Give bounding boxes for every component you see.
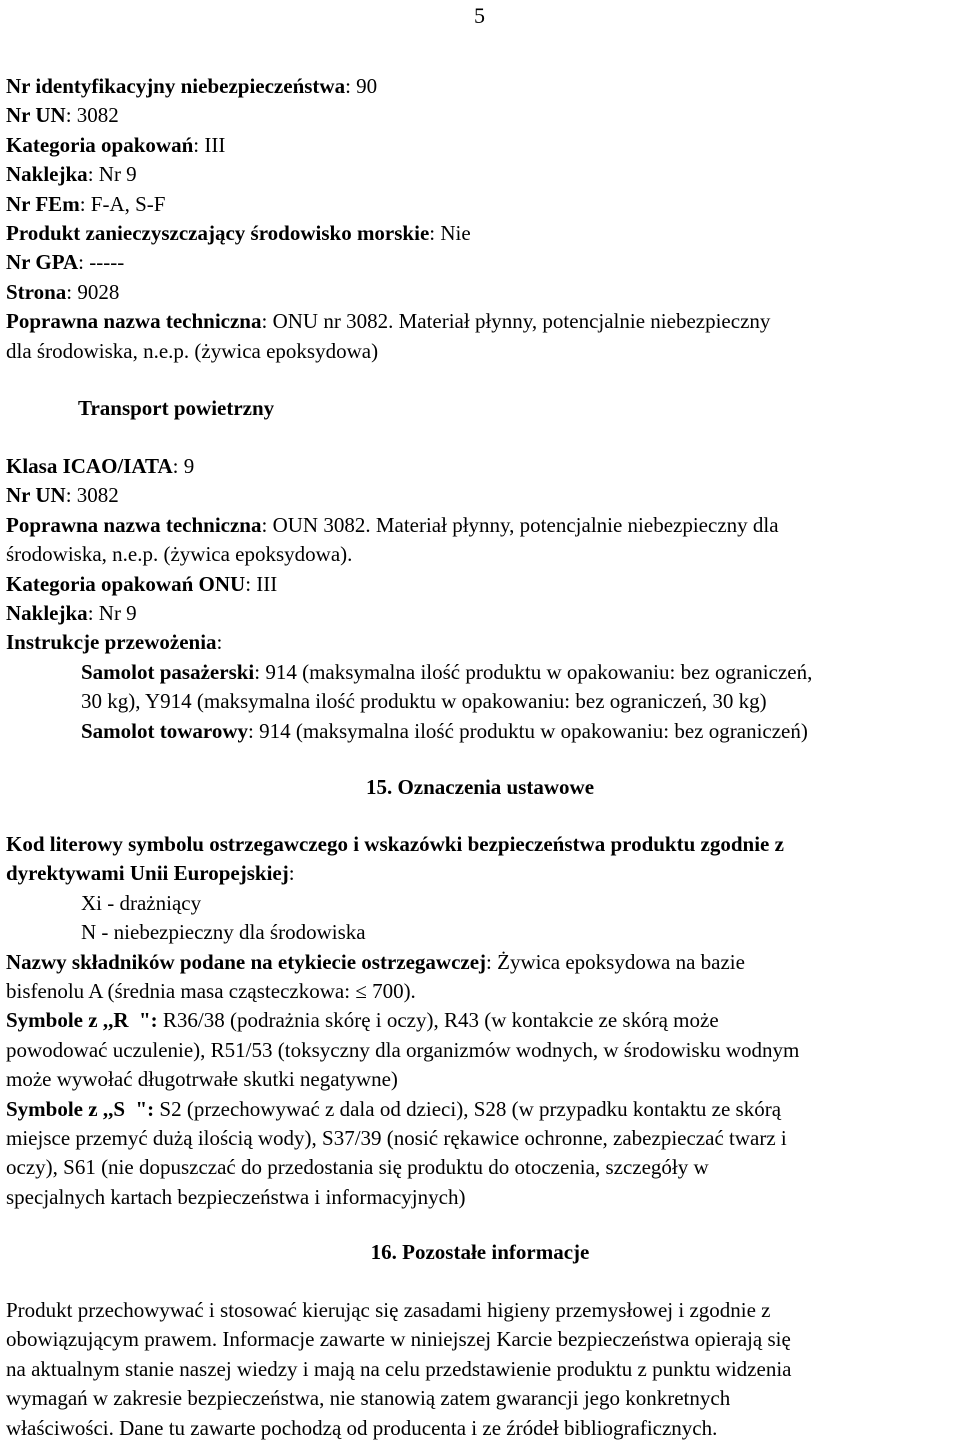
air-row: Nr UN: 3082 bbox=[6, 483, 119, 508]
sea-row: Nr FEm: F-A, S-F bbox=[6, 191, 166, 216]
sea-row: Produkt zanieczyszczający środowisko morskie: Nie bbox=[6, 221, 471, 246]
air-transport-heading: Transport powietrzny bbox=[78, 396, 275, 420]
air-transport-block bbox=[6, 452, 956, 746]
passenger-aircraft-cont: 30 kg), Y914 (maksymalna ilość produktu w opakowaniu: bez ograniczeń, 30 kg) bbox=[81, 689, 767, 714]
symbol-n: N - niebezpieczny dla środowiska bbox=[81, 920, 366, 945]
sea-row: Naklejka: Nr 9 bbox=[6, 162, 137, 187]
s-phrases-cont: specjalnych kartach bezpieczeństwa i informacyjnych) bbox=[6, 1184, 466, 1209]
air-proper-name: Poprawna nazwa techniczna: OUN 3082. Materiał płynny, potencjalnie niebezpieczny dla bbox=[6, 512, 779, 537]
code-heading: Kod literowy symbolu ostrzegawczego i wskazówki bezpieczeństwa produktu zgodnie z bbox=[6, 832, 784, 856]
sea-row: Kategoria opakowań: III bbox=[6, 132, 226, 157]
r-phrases-cont: powodować uczulenie), R51/53 (toksyczny dla organizmów wodnych, w środowisku wodnym bbox=[6, 1037, 800, 1062]
code-heading-cont: dyrektywami Unii Europejskiej: bbox=[6, 861, 295, 886]
ingredients-cont: bisfenolu A (średnia masa cząsteczkowa: ≤ 700). bbox=[6, 979, 416, 1004]
paragraph-line: wymagań w zakresie bezpieczeństwa, nie stanowią zatem gwarancji jego konkretnych bbox=[6, 1386, 731, 1411]
paragraph-line: na aktualnym stanie naszej wiedzy i mają na celu przedstawienie produktu z punktu widzenia bbox=[6, 1356, 792, 1381]
paragraph-line: właściwości. Dane tu zawarte pochodzą od producenta i ze źródeł bibliograficznych. bbox=[6, 1415, 718, 1440]
sea-row: Nr identyfikacyjny niebezpieczeństwa: 90 bbox=[6, 74, 378, 98]
cargo-aircraft: Samolot towarowy: 914 (maksymalna ilość produktu w opakowaniu: bez ograniczeń) bbox=[81, 718, 808, 743]
sea-row: Strona: 9028 bbox=[6, 279, 120, 304]
r-phrases: Symbole z ,,R ": R36/38 (podrażnia skórę i oczy), R43 (w kontakcie ze skórą może bbox=[6, 1008, 719, 1033]
air-row: Naklejka: Nr 9 bbox=[6, 601, 137, 626]
sea-transport-block bbox=[6, 72, 956, 366]
air-row: Kategoria opakowań ONU: III bbox=[6, 571, 278, 596]
section-15-body bbox=[6, 830, 956, 1212]
sea-row: Nr UN: 3082 bbox=[6, 103, 119, 128]
air-row: Klasa ICAO/IATA: 9 bbox=[6, 454, 195, 478]
paragraph-line: obowiązującym prawem. Informacje zawarte w niniejszej Karcie bezpieczeństwa opierają się bbox=[6, 1327, 791, 1352]
symbol-xi: Xi - drażniący bbox=[81, 890, 202, 915]
sea-proper-name-cont: dla środowiska, n.e.p. (żywica epoksydowa) bbox=[6, 338, 379, 363]
page-number: 5 bbox=[474, 3, 485, 28]
section-16-body bbox=[6, 1296, 956, 1443]
paragraph-line: Produkt przechowywać i stosować kierując się zasadami higieny przemysłowej i zgodnie z bbox=[6, 1298, 771, 1322]
sea-row: Nr GPA: ----- bbox=[6, 250, 125, 275]
sea-proper-name: Poprawna nazwa techniczna: ONU nr 3082. Materiał płynny, potencjalnie niebezpieczny bbox=[6, 309, 771, 334]
air-proper-name-cont: środowiska, n.e.p. (żywica epoksydowa). bbox=[6, 542, 353, 567]
s-phrases-cont: oczy), S61 (nie dopuszczać do przedostania się produktu do otoczenia, szczegóły w bbox=[6, 1155, 709, 1180]
ingredients: Nazwy składników podane na etykiecie ostrzegawczej: Żywica epoksydowa na bazie bbox=[6, 949, 745, 974]
section-15-heading: 15. Oznaczenia ustawowe bbox=[365, 775, 595, 799]
r-phrases-cont: może wywołać długotrwałe skutki negatywne) bbox=[6, 1067, 398, 1092]
s-phrases: Symbole z ,,S ": S2 (przechowywać z dala od dzieci), S28 (w przypadku kontaktu ze skórą bbox=[6, 1096, 782, 1121]
passenger-aircraft: Samolot pasażerski: 914 (maksymalna ilość produktu w opakowaniu: bez ograniczeń, bbox=[81, 659, 813, 684]
s-phrases-cont: miejsce przemyć dużą ilością wody), S37/39 (nosić rękawice ochronne, zabezpieczać twarz i bbox=[6, 1126, 787, 1151]
section-16-heading: 16. Pozostałe informacje bbox=[370, 1240, 590, 1264]
air-row: Instrukcje przewożenia: bbox=[6, 630, 223, 655]
